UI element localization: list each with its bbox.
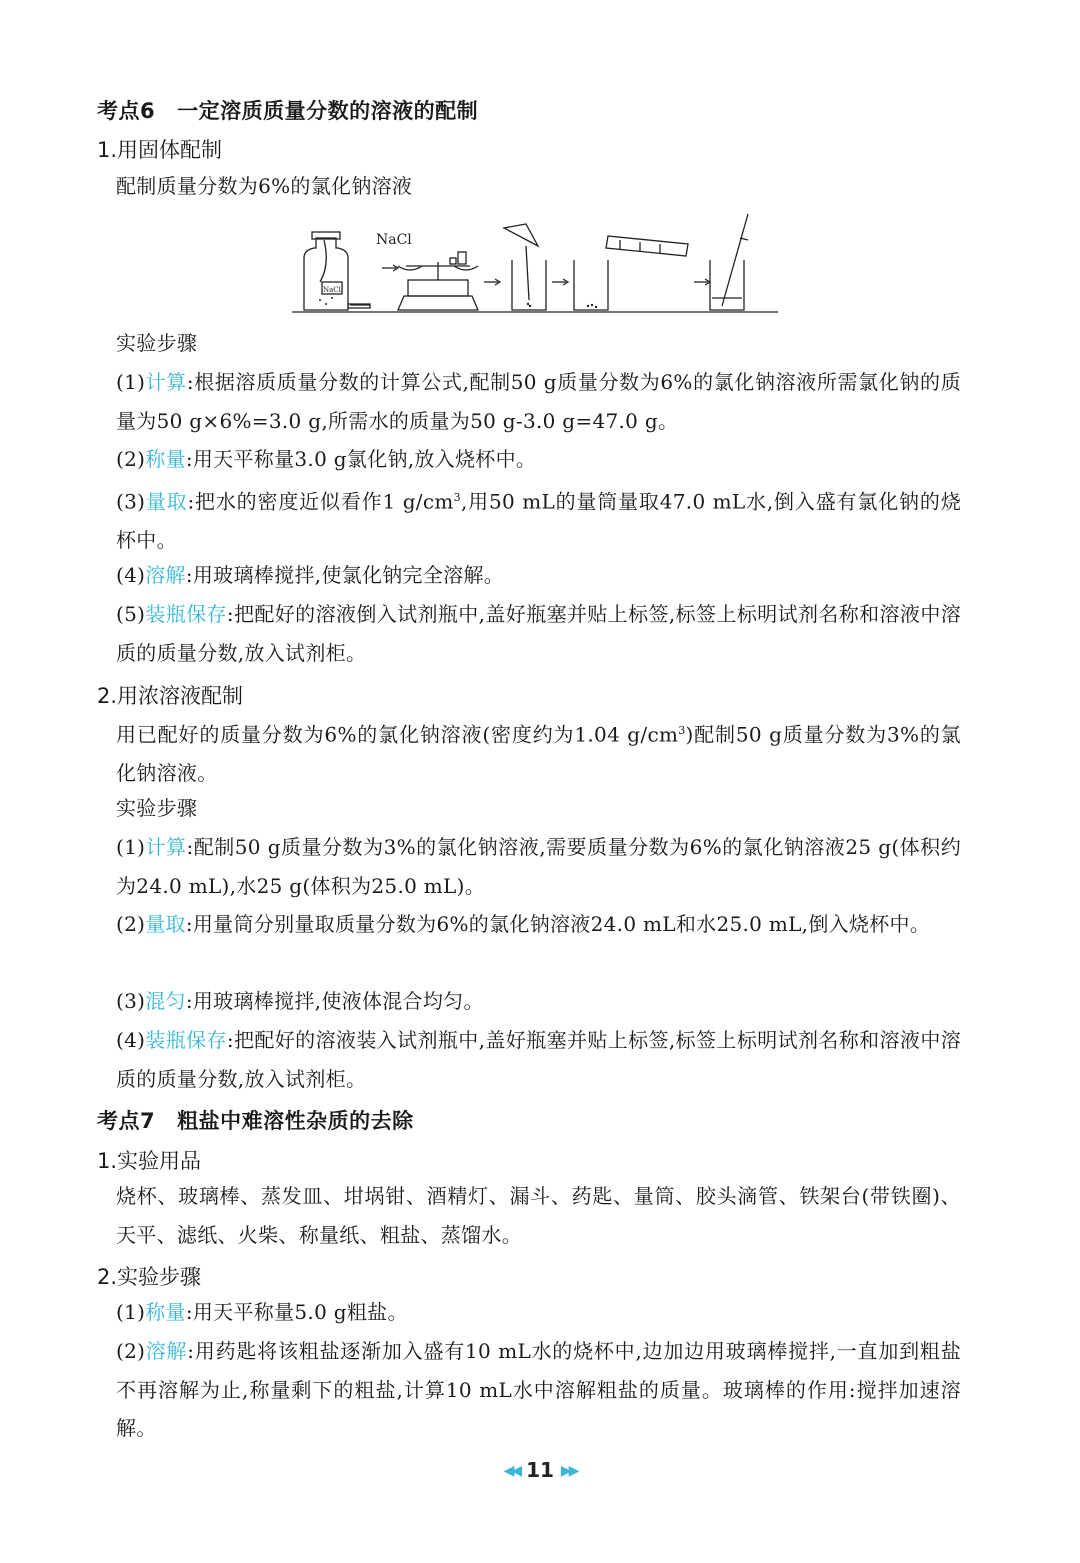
bottle-label: NaCl [323,286,341,294]
step2-2: (2)量取:用量筒分别量取质量分数为6%的氯化钠溶液24.0 mL和水25.0 mL,倒入烧杯中。 [116,912,931,936]
step3-1: (1)称量:用天平称量5.0 g粗盐。 [116,1300,408,1324]
step2-3: (3)混匀:用玻璃棒搅拌,使液体混合均匀。 [116,989,484,1013]
keyword-measure-2: 量取 [145,912,186,936]
step1-5: (5)装瓶保存:把配好的溶液倒入试剂瓶中,盖好瓶塞并贴上标签,标签上标明试剂名称和溶液中溶质的质量分数,放入试剂柜。 [116,602,962,665]
keyword-calc: 计算 [145,370,187,394]
section-7-sub-2-title: 2.实验步骤 [97,1265,202,1289]
section-6-number: 考点6 [97,99,156,123]
step1-2: (2)称量:用天平称量3.0 g氯化钠,放入烧杯中。 [116,447,537,471]
step1-4: (4)溶解:用玻璃棒搅拌,使氯化钠完全溶解。 [116,563,505,587]
keyword-bottle-2: 装瓶保存 [145,1028,227,1052]
keyword-bottle: 装瓶保存 [145,602,227,626]
steps-title-2: 实验步骤 [116,796,198,820]
apparatus-diagram [290,210,780,320]
section-7-heading [97,1105,414,1135]
steps-title-1: 实验步骤 [116,331,198,355]
keyword-weigh: 称量 [145,447,186,471]
step2-1: (1)计算:配制50 g质量分数为3%的氯化钠溶液,需要质量分数为6%的氯化钠溶液25 g(体积约为24.0 mL),水25 g(体积为25.0 mL)。 [116,835,961,898]
subsection-1-title: 1.用固体配制 [97,138,223,162]
subsection-2-title: 2.用浓溶液配制 [97,684,244,708]
section-7-title: 粗盐中难溶性杂质的去除 [177,1109,414,1133]
nacl-label: NaCl [376,232,412,248]
keyword-measure: 量取 [145,489,188,514]
right-arrows-icon: ▶▶ [560,1463,577,1479]
section-7-materials: 烧杯、玻璃棒、蒸发皿、坩埚钳、酒精灯、漏斗、药匙、量筒、胶头滴管、铁架台(带铁圈)、天平、滤纸、火柴、称量纸、粗盐、蒸馏水。 [116,1184,961,1247]
section-6-title: 一定溶质质量分数的溶液的配制 [177,99,479,123]
keyword-dissolve: 溶解 [145,563,186,587]
subsection-1-intro: 配制质量分数为6%的氯化钠溶液 [116,174,413,198]
step1-1: (1)计算:根据溶质质量分数的计算公式,配制50 g质量分数为6%的氯化钠溶液所需氯化钠的质量为50 g×6%=3.0 g,所需水的质量为50 g-3.0 g=47.0 g。 [116,370,961,433]
section-7-number: 考点7 [97,1109,156,1133]
subsection-2-intro: 用已配好的质量分数为6%的氯化钠溶液(密度约为1.04 $g/cm^3$)配制50 g质量分数为3%的氯化钠溶液。 [116,722,961,786]
step3-2: (2)溶解:用药匙将该粗盐逐渐加入盛有10 mL水的烧杯中,边加边用玻璃棒搅拌,一直加到粗盐不再溶解为止,称量剩下的粗盐,计算10 mL水中溶解粗盐的质量。玻璃棒的作用:搅拌加速溶解。 [116,1339,961,1440]
section-6-heading [97,95,478,125]
left-arrows-icon: ◀◀ [503,1463,520,1479]
keyword-calc-2: 计算 [145,835,187,859]
step1-3: (3)量取:把水的密度近似看作1 $g/cm^3$,用50 mL的量筒量取47.0 mL水,倒入盛有氯化钠的烧杯中。 [116,489,962,553]
keyword-mix: 混匀 [145,989,186,1013]
keyword-dissolve-3: 溶解 [145,1339,188,1363]
step2-4: (4)装瓶保存:把配好的溶液装入试剂瓶中,盖好瓶塞并贴上标签,标签上标明试剂名称和溶液中溶质的质量分数,放入试剂柜。 [116,1028,962,1091]
page-number [0,1458,1080,1482]
keyword-weigh-3: 称量 [145,1300,186,1324]
section-7-sub-1-title: 1.实验用品 [97,1149,202,1173]
page-number-value: 11 [526,1458,554,1482]
